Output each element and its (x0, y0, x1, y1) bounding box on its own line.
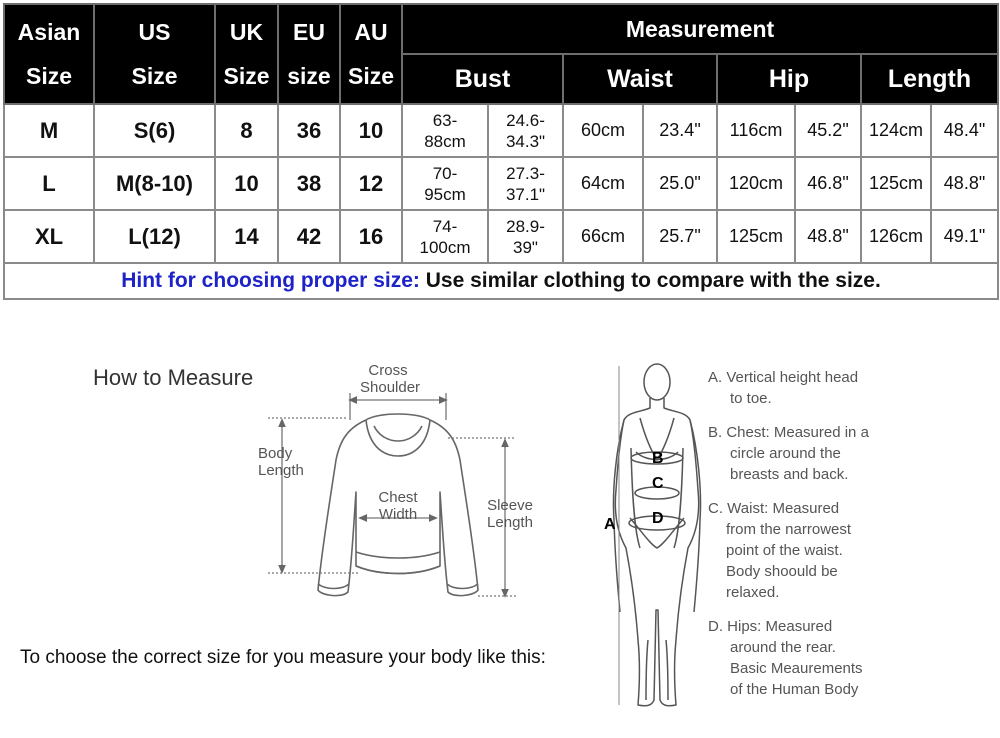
cell-asian: L (4, 157, 94, 210)
note-a-line-1: A. Vertical height head (708, 369, 859, 386)
cell-bust-in: 27.3- 37.1" (488, 157, 563, 210)
chest-width-label: Chest Width (378, 489, 418, 523)
cell-length-in: 49.1" (931, 210, 998, 263)
cell-us: S(6) (94, 104, 215, 157)
measure-instruction: To choose the correct size for you measure your body like this: (20, 647, 546, 668)
note-a-line-2: to toe. (730, 390, 772, 407)
header-waist: Waist (563, 54, 717, 104)
cell-us: M(8-10) (94, 157, 215, 210)
cell-bust-cm: 74- 100cm (402, 210, 488, 263)
cell-hip-in: 46.8" (795, 157, 861, 210)
cell-bust-cm: 63- 88cm (402, 104, 488, 157)
cell-uk: 8 (215, 104, 278, 157)
note-c-line-3: point of the waist. (726, 542, 843, 559)
cell-waist-in: 23.4" (643, 104, 717, 157)
note-d (708, 616, 998, 700)
note-b (708, 422, 998, 485)
cell-length-in: 48.8" (931, 157, 998, 210)
cell-waist-cm: 60cm (563, 104, 643, 157)
cell-length-cm: 126cm (861, 210, 931, 263)
cell-asian: M (4, 104, 94, 157)
cell-au: 12 (340, 157, 402, 210)
note-c (708, 498, 998, 603)
note-b-line-2: circle around the (730, 445, 841, 462)
header-asian-size: Asian Size (4, 4, 94, 104)
hint-text: Use similar clothing to compare with the size. (419, 269, 881, 292)
body-figure-illustration (613, 364, 700, 706)
cell-length-in: 48.4" (931, 104, 998, 157)
header-measurement: Measurement (402, 4, 998, 54)
letter-d: D (652, 510, 664, 527)
header-eu-size: EU size (278, 4, 340, 104)
note-c-line-4: Body shoould be (726, 563, 838, 580)
cell-bust-in: 28.9- 39" (488, 210, 563, 263)
cell-bust-cm: 70- 95cm (402, 157, 488, 210)
cell-au: 10 (340, 104, 402, 157)
cell-us: L(12) (94, 210, 215, 263)
cell-eu: 38 (278, 157, 340, 210)
header-hip: Hip (717, 54, 861, 104)
cell-waist-in: 25.7" (643, 210, 717, 263)
cell-hip-cm: 125cm (717, 210, 795, 263)
cell-hip-in: 48.8" (795, 210, 861, 263)
cell-length-cm: 125cm (861, 157, 931, 210)
letter-a: A (604, 516, 616, 533)
cell-eu: 36 (278, 104, 340, 157)
cell-hip-cm: 116cm (717, 104, 795, 157)
cell-waist-cm: 64cm (563, 157, 643, 210)
cell-uk: 10 (215, 157, 278, 210)
cell-waist-cm: 66cm (563, 210, 643, 263)
note-d-line-2: around the rear. (730, 639, 836, 656)
note-b-line-1: B. Chest: Measured in a (708, 424, 869, 441)
cell-asian: XL (4, 210, 94, 263)
hint-label: Hint for choosing proper size: (121, 269, 420, 292)
measurement-notes (708, 367, 998, 713)
cross-shoulder-label: Cross Shoulder (360, 362, 421, 396)
header-us-size: US Size (94, 4, 215, 104)
how-to-measure-title: How to Measure (93, 365, 254, 390)
note-c-line-5: relaxed. (726, 584, 780, 601)
header-au-size: AU Size (340, 4, 402, 104)
cell-hip-in: 45.2" (795, 104, 861, 157)
cell-hip-cm: 120cm (717, 157, 795, 210)
note-d-line-4: of the Human Body (730, 681, 859, 698)
cell-bust-in: 24.6- 34.3" (488, 104, 563, 157)
body-length-label: Body Length (258, 445, 304, 479)
letter-b: B (652, 450, 664, 467)
cell-waist-in: 25.0" (643, 157, 717, 210)
cell-uk: 14 (215, 210, 278, 263)
note-c-line-2: from the narrowest (726, 521, 852, 538)
header-length: Length (861, 54, 998, 104)
cell-length-cm: 124cm (861, 104, 931, 157)
cell-au: 16 (340, 210, 402, 263)
letter-c: C (652, 475, 664, 492)
sleeve-length-label: Sleeve Length (487, 497, 533, 531)
note-b-line-3: breasts and back. (730, 466, 849, 483)
note-c-line-1: C. Waist: Measured (708, 500, 840, 517)
cell-eu: 42 (278, 210, 340, 263)
note-d-line-3: Basic Meaurements (730, 660, 863, 677)
note-a (708, 367, 998, 409)
note-d-line-1: D. Hips: Measured (708, 618, 833, 635)
header-uk-size: UK Size (215, 4, 278, 104)
header-bust: Bust (402, 54, 563, 104)
